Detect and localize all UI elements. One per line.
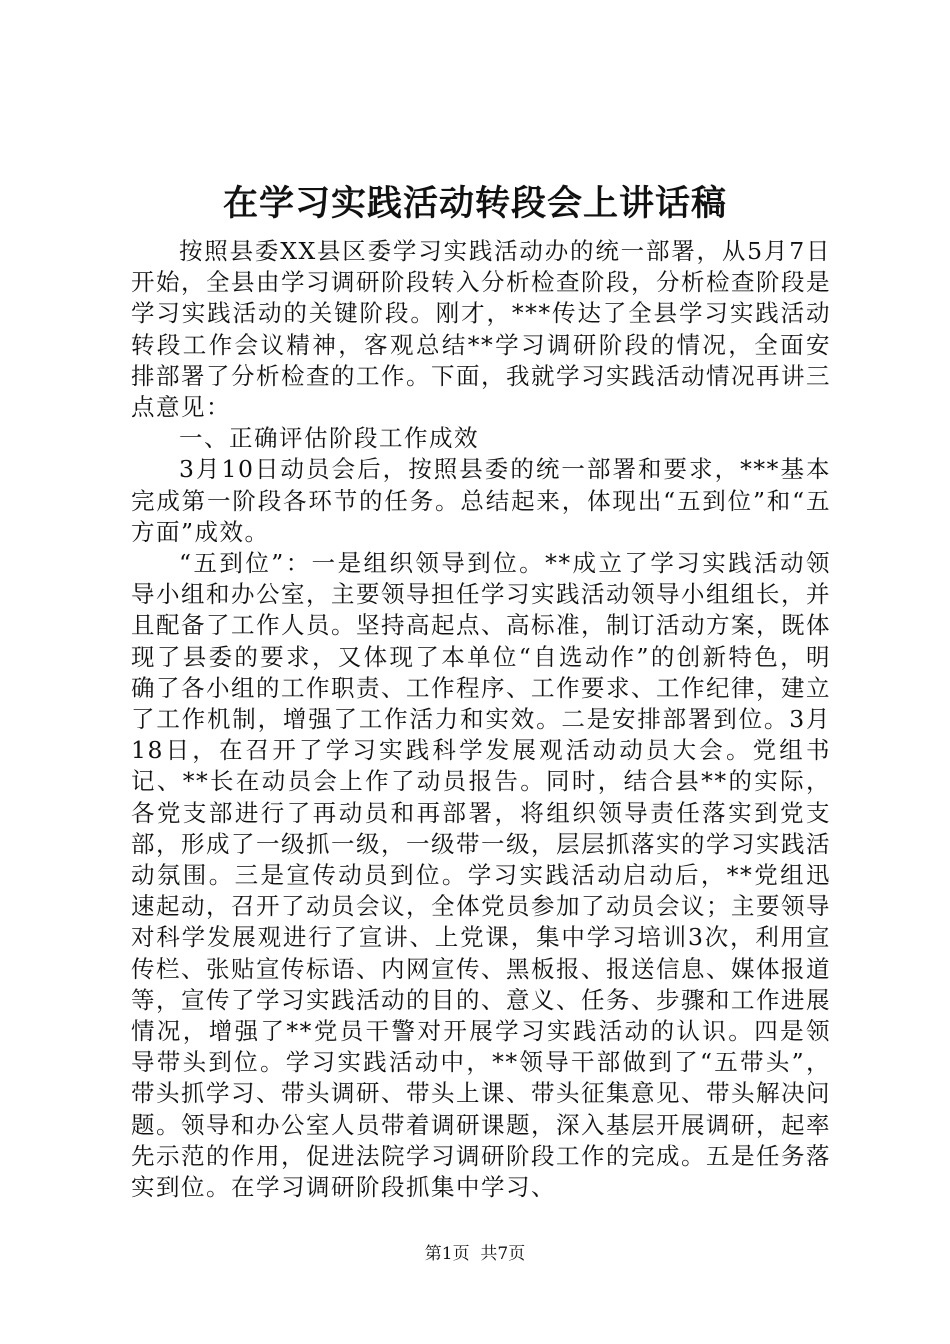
section-heading-1: 一、正确评估阶段工作成效: [179, 424, 479, 453]
document-body: [131, 236, 831, 1203]
paragraph-intro: 按照县委XX县区委学习实践活动办的统一部署，从5月7日开始，全县由学习调研阶段转入分析检查阶段，分析检查阶段是学习实践活动的关键阶段。刚才，***传达了全县学习实践活动转段工作会议精神，客观总结**学习调研阶段的情况，全面安排部署了分析检查的工作。下面，我就学习实践活动情况再讲三点意见：: [131, 237, 831, 422]
paragraph-summary: 3月10日动员会后，按照县委的统一部署和要求，***基本完成第一阶段各环节的任务。总结起来，体现出“五到位”和“五方面”成效。: [131, 455, 831, 546]
document-title: 在学习实践活动转段会上讲话稿: [222, 183, 727, 224]
paragraph-five-in-place: “五到位”：一是组织领导到位。**成立了学习实践活动领导小组和办公室，主要领导担任学习实践活动领导小组组长，并且配备了工作人员。坚持高起点、高标准，制订活动方案，既体现了县委的要求，又体现了本单位“自选动作”的创新特色，明确了各小组的工作职责、工作程序、工作要求、工作纪律，建立了工作机制，增强了工作活力和实效。二是安排部署到位。3月18日，在召开了学习实践科学发展观活动动员大会。党组书记、**长在动员会上作了动员报告。同时，结合县**的实际，各党支部进行了再动员和再部署，将组织领导责任落实到党支部，形成了一级抓一级，一级带一级，层层抓落实的学习实践活动氛围。三是宣传动员到位。学习实践活动启动后，**党组迅速起动，召开了动员会议，全体党员参加了动员会议；主要领导对科学发展观进行了宣讲、上党课，集中学习培训3次，利用宣传栏、张贴宣传标语、内网宣传、黑板报、报送信息、媒体报道等，宣传了学习实践活动的目的、意义、任务、步骤和工作进展情况，增强了**党员干警对开展学习实践活动的认识。四是领导带头到位。学习实践活动中，**领导干部做到了“五带头”，带头抓学习、带头调研、带头上课、带头征集意见、带头解决问题。领导和办公室人员带着调研课题，深入基层开展调研，起率先示范的作用，促进法院学习调研阶段工作的完成。五是任务落实到位。在学习调研阶段抓集中学习、: [131, 549, 831, 1202]
page-footer: [0, 1243, 950, 1265]
page-number-label: 第1页 共7页: [424, 1244, 526, 1264]
